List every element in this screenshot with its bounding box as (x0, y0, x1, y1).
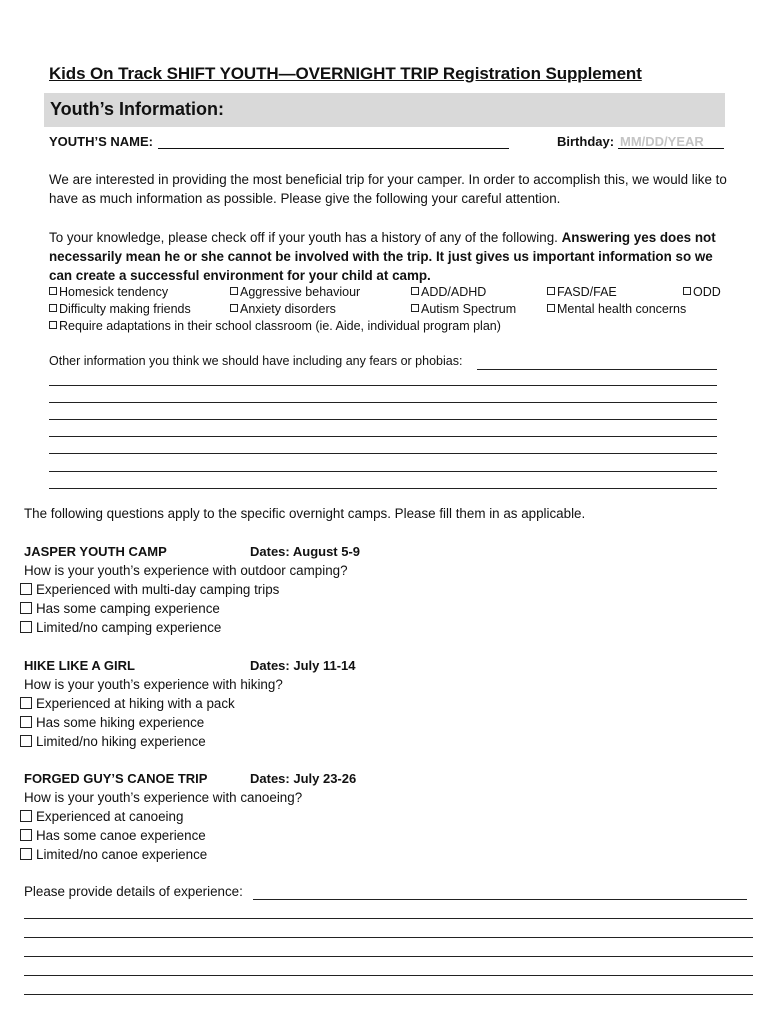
camp-dates: Dates: July 11-14 (250, 658, 356, 673)
camp-dates: Dates: July 23-26 (250, 771, 357, 786)
option-label: Limited/no hiking experience (36, 734, 206, 749)
checkbox-icon[interactable] (20, 583, 32, 595)
details-line[interactable] (253, 899, 747, 900)
condition-add[interactable] (411, 285, 486, 299)
condition-anxiety[interactable] (230, 302, 336, 316)
history-paragraph (49, 228, 729, 285)
checkbox-icon[interactable] (20, 848, 32, 860)
camp-name: JASPER YOUTH CAMP (24, 544, 167, 559)
checkbox-icon[interactable] (230, 287, 238, 295)
other-info-line[interactable] (49, 402, 717, 403)
checkbox-icon[interactable] (547, 287, 555, 295)
checkbox-icon[interactable] (20, 602, 32, 614)
checkbox-icon[interactable] (49, 287, 57, 295)
details-line[interactable] (24, 918, 753, 919)
other-info-line[interactable] (49, 488, 717, 489)
condition-label: ADD/ADHD (421, 285, 487, 299)
condition-label: Difficulty making friends (59, 302, 191, 316)
camp-option[interactable] (20, 582, 279, 597)
condition-homesick[interactable] (49, 285, 168, 299)
birthday-label: Birthday: (557, 134, 615, 149)
condition-friends[interactable] (49, 302, 191, 316)
camp-name: HIKE LIKE A GIRL (24, 658, 135, 673)
condition-label: Aggressive behaviour (240, 285, 361, 299)
birthday-underline (618, 148, 724, 149)
option-label: Limited/no canoe experience (36, 847, 208, 862)
checkbox-icon[interactable] (20, 621, 32, 633)
checkbox-icon[interactable] (20, 716, 32, 728)
camp-option[interactable] (20, 620, 221, 635)
condition-label: Anxiety disorders (240, 302, 336, 316)
condition-aggressive[interactable] (230, 285, 360, 299)
birthday-field[interactable]: MM/DD/YEAR (620, 134, 704, 149)
camp-option[interactable] (20, 809, 183, 824)
other-info-line[interactable] (49, 419, 717, 420)
checkbox-icon[interactable] (547, 304, 555, 312)
checkbox-icon[interactable] (20, 735, 32, 747)
checkbox-icon[interactable] (411, 287, 419, 295)
history-prompt: To your knowledge, please check off if your youth has a history of any of the following. (49, 230, 558, 245)
details-line[interactable] (24, 956, 753, 957)
page-title: Kids On Track SHIFT YOUTH—OVERNIGHT TRIP Registration Supplement (49, 64, 642, 83)
checkbox-icon[interactable] (20, 810, 32, 822)
camp-question: How is your youth’s experience with outdoor camping? (24, 563, 348, 578)
details-line[interactable] (24, 994, 753, 995)
intro-paragraph: We are interested in providing the most beneficial trip for your camper. In order to accomplish this, we would like to have as much information as possible. Please give the following your careful attention. (49, 172, 727, 206)
condition-odd[interactable] (683, 285, 721, 299)
camp-question: How is your youth’s experience with hiking? (24, 677, 283, 692)
camp-option[interactable] (20, 847, 207, 862)
option-label: Experienced with multi-day camping trips (36, 582, 280, 597)
condition-fasd[interactable] (547, 285, 617, 299)
option-label: Experienced at canoeing (36, 809, 184, 824)
condition-label: FASD/FAE (557, 285, 617, 299)
checkbox-icon[interactable] (49, 304, 57, 312)
camp-option[interactable] (20, 696, 235, 711)
checkbox-icon[interactable] (20, 829, 32, 841)
checkbox-icon[interactable] (20, 697, 32, 709)
condition-autism[interactable] (411, 302, 516, 316)
other-info-line[interactable] (477, 369, 717, 370)
other-info-label: Other information you think we should have including any fears or phobias: (49, 354, 463, 368)
details-line[interactable] (24, 937, 753, 938)
checkbox-icon[interactable] (411, 304, 419, 312)
section-title: Youth’s Information: (50, 99, 224, 119)
youth-name-field[interactable] (158, 148, 509, 149)
option-label: Has some canoe experience (36, 828, 206, 843)
camps-intro: The following questions apply to the specific overnight camps. Please fill them in as applicable. (24, 506, 586, 521)
details-line[interactable] (24, 975, 753, 976)
condition-label: Homesick tendency (59, 285, 169, 299)
camp-option[interactable] (20, 601, 220, 616)
condition-label: Mental health concerns (557, 302, 687, 316)
camp-question: How is your youth’s experience with canoeing? (24, 790, 303, 805)
checkbox-icon[interactable] (49, 321, 57, 329)
condition-label: Autism Spectrum (421, 302, 517, 316)
condition-label: Require adaptations in their school classroom (ie. Aide, individual program plan) (59, 319, 501, 333)
condition-mental[interactable] (547, 302, 686, 316)
option-label: Has some hiking experience (36, 715, 205, 730)
condition-label: ODD (693, 285, 721, 299)
checkbox-icon[interactable] (230, 304, 238, 312)
other-info-line[interactable] (49, 385, 717, 386)
history-note: Answering yes does not necessarily mean he or she cannot be involved with the trip. It just gives us important information so we can create a successful environment for your child at camp. (49, 230, 716, 283)
option-label: Has some camping experience (36, 601, 220, 616)
other-info-line[interactable] (49, 453, 717, 454)
option-label: Experienced at hiking with a pack (36, 696, 235, 711)
details-label: Please provide details of experience: (24, 884, 243, 899)
condition-adaptations[interactable] (49, 319, 501, 333)
camp-option[interactable] (20, 734, 206, 749)
camp-name: FORGED GUY’S CANOE TRIP (24, 771, 208, 786)
other-info-line[interactable] (49, 436, 717, 437)
other-info-line[interactable] (49, 471, 717, 472)
camp-option[interactable] (20, 715, 204, 730)
youth-name-label: YOUTH’S NAME: (49, 134, 153, 149)
camp-dates: Dates: August 5-9 (250, 544, 361, 559)
option-label: Limited/no camping experience (36, 620, 222, 635)
camp-option[interactable] (20, 828, 206, 843)
checkbox-icon[interactable] (683, 287, 691, 295)
